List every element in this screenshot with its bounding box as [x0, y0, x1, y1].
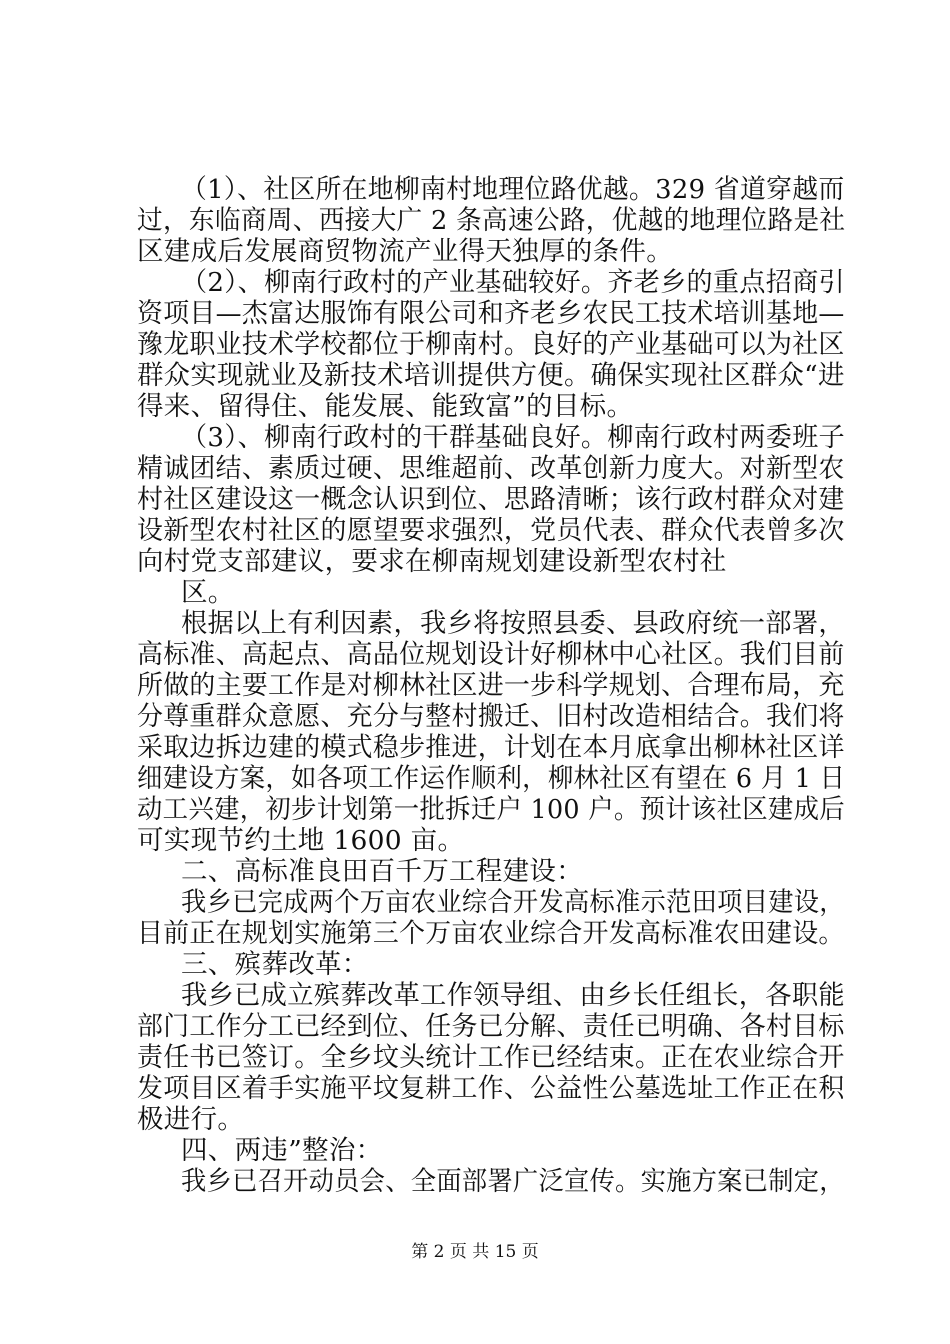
paragraph-line: 精诚团结、素质过硬、思维超前、改革创新力度大。对新型农: [137, 453, 845, 484]
page-number-footer: 第 2 页 共 15 页: [411, 1242, 539, 1262]
paragraph-line: 我乡已召开动员会、全面部署广泛宣传。实施方案已制定，: [181, 1166, 845, 1197]
paragraph-line: 极进行。: [137, 1104, 245, 1135]
paragraph-line: 所做的主要工作是对柳林社区进一步科学规划、合理布局，充: [137, 670, 845, 701]
paragraph-line: 设新型农村社区的愿望要求强烈，党员代表、群众代表曾多次: [137, 515, 845, 546]
paragraph-line: 根据以上有利因素，我乡将按照县委、县政府统一部署，: [181, 608, 845, 639]
paragraph-line: 区建成后发展商贸物流产业得天独厚的条件。: [137, 236, 673, 267]
paragraph-line: （3）、柳南行政村的干群基础良好。柳南行政村两委班子: [181, 422, 845, 453]
paragraph-line: 发项目区着手实施平坟复耕工作、公益性公墓选址工作正在积: [137, 1073, 845, 1104]
paragraph-line: 向村党支部建议，要求在柳南规划建设新型农村社: [137, 546, 727, 577]
paragraph-line: 过，东临商周、西接大广 2 条高速公路，优越的地理位路是社: [137, 205, 846, 236]
paragraph-line: 豫龙职业技术学校都位于柳南村。良好的产业基础可以为社区: [137, 329, 845, 360]
paragraph-line: 我乡已成立殡葬改革工作领导组、由乡长任组长，各职能: [181, 980, 845, 1011]
paragraph-line: 我乡已完成两个万亩农业综合开发高标准示范田项目建设，: [181, 887, 845, 918]
paragraph-line: 可实现节约土地 1600 亩。: [137, 825, 465, 856]
paragraph-line: 资项目—杰富达服饰有限公司和齐老乡农民工技术培训基地—: [137, 298, 845, 329]
paragraph-line: 细建设方案，如各项工作运作顺利，柳林社区有望在 6 月 1 日: [137, 763, 846, 794]
paragraph-line: 得来、留得住、能发展、能致富”的目标。: [137, 391, 634, 422]
section-heading: 二、高标准良田百千万工程建设：: [181, 856, 583, 887]
section-heading: 三、殡葬改革：: [181, 949, 369, 980]
section-heading: 四、两违”整治：: [181, 1135, 383, 1166]
paragraph-line: 部门工作分工已经到位、任务已分解、责任已明确、各村目标: [137, 1011, 845, 1042]
paragraph-line: 高标准、高起点、高品位规划设计好柳林中心社区。我们目前: [137, 639, 845, 670]
paragraph-line: 动工兴建，初步计划第一批拆迁户 100 户。预计该社区建成后: [137, 794, 845, 825]
paragraph-line: 分尊重群众意愿、充分与整村搬迁、旧村改造相结合。我们将: [137, 701, 845, 732]
paragraph-line: 采取边拆边建的模式稳步推进，计划在本月底拿出柳林社区详: [137, 732, 845, 763]
paragraph-line: 区。: [181, 577, 235, 608]
paragraph-line: 村社区建设这一概念认识到位、思路清晰；该行政村群众对建: [137, 484, 845, 515]
paragraph-line: 群众实现就业及新技术培训提供方便。确保实现社区群众“进: [137, 360, 845, 391]
paragraph-line: 责任书已签订。全乡坟头统计工作已经结束。正在农业综合开: [137, 1042, 845, 1073]
paragraph-line: 目前正在规划实施第三个万亩农业综合开发高标准农田建设。: [137, 918, 845, 949]
paragraph-line: （2）、柳南行政村的产业基础较好。齐老乡的重点招商引: [181, 267, 845, 298]
paragraph-line: （1）、社区所在地柳南村地理位路优越。329 省道穿越而: [181, 174, 845, 205]
